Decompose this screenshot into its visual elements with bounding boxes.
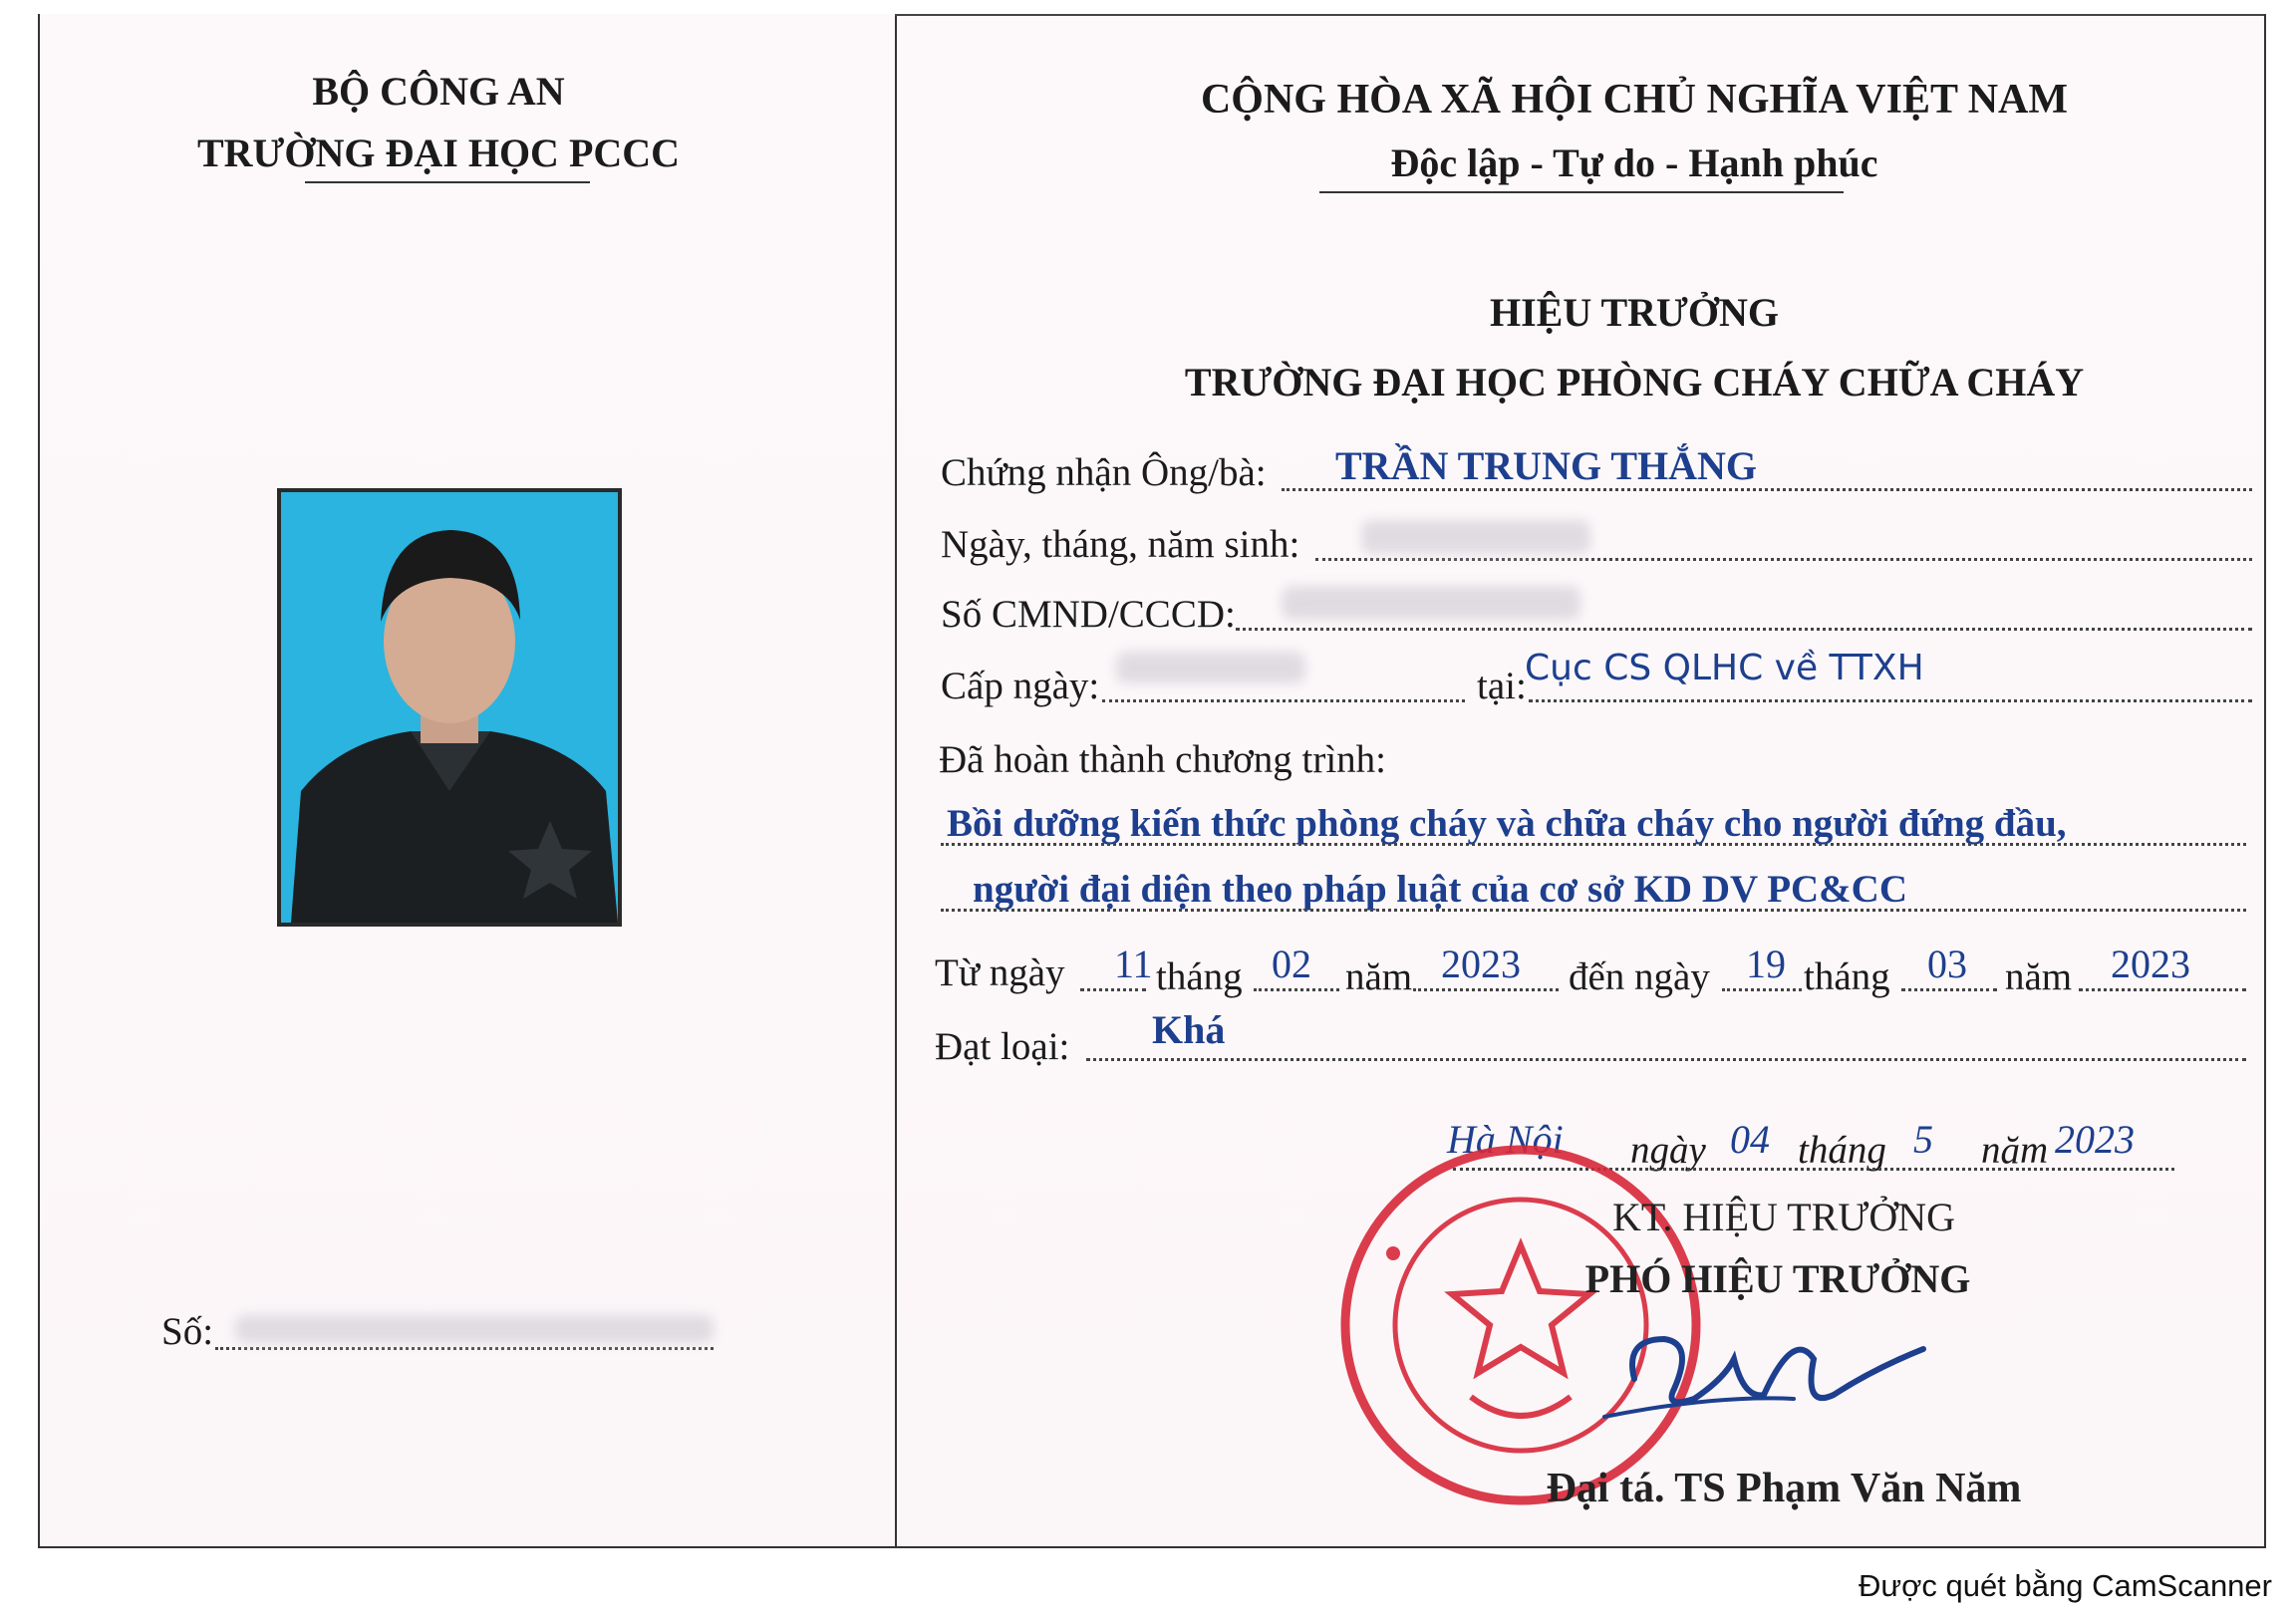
program-label: Đã hoàn thành chương trình: <box>939 738 1386 781</box>
sign-place: Hà Nội <box>1447 1117 1564 1162</box>
number-redacted <box>235 1315 714 1343</box>
from-day: 11 <box>1114 942 1153 986</box>
id-label: Số CMND/CCCD: <box>941 593 1236 636</box>
number-label: Số: <box>161 1310 214 1353</box>
sign-day: 04 <box>1730 1117 1770 1162</box>
from-label: Từ ngày <box>935 951 1065 994</box>
from-year-label: năm <box>1345 955 1413 998</box>
grade: Khá <box>1152 1007 1226 1052</box>
sign-day-label: ngày <box>1630 1129 1706 1172</box>
grade-dots <box>1086 1058 2246 1061</box>
to-month-dots <box>1901 988 1997 991</box>
sign-title-1: KT. HIỆU TRƯỞNG <box>1612 1195 1955 1239</box>
national-motto: Độc lập - Tự do - Hạnh phúc <box>1390 140 1878 185</box>
from-month: 02 <box>1272 942 1311 986</box>
holder-name: TRẦN TRUNG THẮNG <box>1335 443 1758 488</box>
from-month-dots <box>1254 988 1339 991</box>
from-month-label: tháng <box>1156 955 1243 998</box>
center-divider <box>895 14 897 1548</box>
sign-year: 2023 <box>2055 1117 2135 1162</box>
program-dots-1 <box>941 843 2246 846</box>
id-dots <box>1236 628 2252 631</box>
to-year: 2023 <box>2111 942 2190 986</box>
sign-month-label: tháng <box>1798 1129 1886 1172</box>
issue-place: Cục CS QLHC về TTXH <box>1525 648 1924 688</box>
to-month: 03 <box>1927 942 1967 986</box>
scanner-watermark: Được quét bằng CamScanner <box>1858 1568 2272 1603</box>
program-line-2: người đại diện theo pháp luật của cơ sở KD DV PC&CC <box>973 868 1907 911</box>
school-underline <box>305 181 590 183</box>
from-day-dots <box>1080 988 1146 991</box>
certify-label: Chứng nhận Ông/bà: <box>941 451 1267 494</box>
to-day: 19 <box>1746 942 1786 986</box>
dob-label: Ngày, tháng, năm sinh: <box>941 523 1300 566</box>
issuer-school: TRƯỜNG ĐẠI HỌC PHÒNG CHÁY CHỮA CHÁY <box>1184 360 2085 405</box>
issuer-title: HIỆU TRƯỞNG <box>1489 290 1780 335</box>
sign-year-label: năm <box>1981 1129 2049 1172</box>
grade-label: Đạt loại: <box>935 1025 1070 1068</box>
dob-redacted <box>1361 520 1590 554</box>
issue-date-dots <box>1102 699 1465 702</box>
portrait-icon <box>281 492 618 923</box>
sign-month: 5 <box>1913 1117 1933 1162</box>
signer-name: Đại tá. TS Phạm Văn Năm <box>1546 1466 2022 1511</box>
country-name: CỘNG HÒA XÃ HỘI CHỦ NGHĨA VIỆT NAM <box>1200 77 2069 123</box>
handwritten-signature-icon <box>1594 1299 1933 1439</box>
portrait-photo <box>277 488 622 927</box>
program-dots-2 <box>941 909 2246 912</box>
to-year-label: năm <box>2005 955 2073 998</box>
dob-dots <box>1315 558 2252 561</box>
motto-underline <box>1319 191 1844 193</box>
issue-place-dots <box>1529 699 2252 702</box>
from-year-dots <box>1413 988 1559 991</box>
school-name: TRƯỜNG ĐẠI HỌC PCCC <box>196 131 681 175</box>
number-dots <box>215 1347 714 1350</box>
sign-title-2: PHÓ HIỆU TRƯỞNG <box>1584 1256 1971 1301</box>
program-line-1: Bồi dưỡng kiến thức phòng cháy và chữa cháy cho người đứng đầu, <box>947 802 2067 845</box>
from-year: 2023 <box>1441 942 1521 986</box>
to-day-dots <box>1722 988 1802 991</box>
certificate-card <box>38 14 2266 1548</box>
to-label: đến ngày <box>1569 955 1710 998</box>
to-year-dots <box>2079 988 2246 991</box>
issue-date-redacted <box>1116 652 1305 683</box>
top-rule <box>895 14 2264 16</box>
issue-date-label: Cấp ngày: <box>941 665 1100 707</box>
issue-place-label: tại: <box>1477 665 1527 707</box>
to-month-label: tháng <box>1804 955 1890 998</box>
ministry-name: BỘ CÔNG AN <box>312 69 565 114</box>
id-redacted <box>1282 586 1580 620</box>
